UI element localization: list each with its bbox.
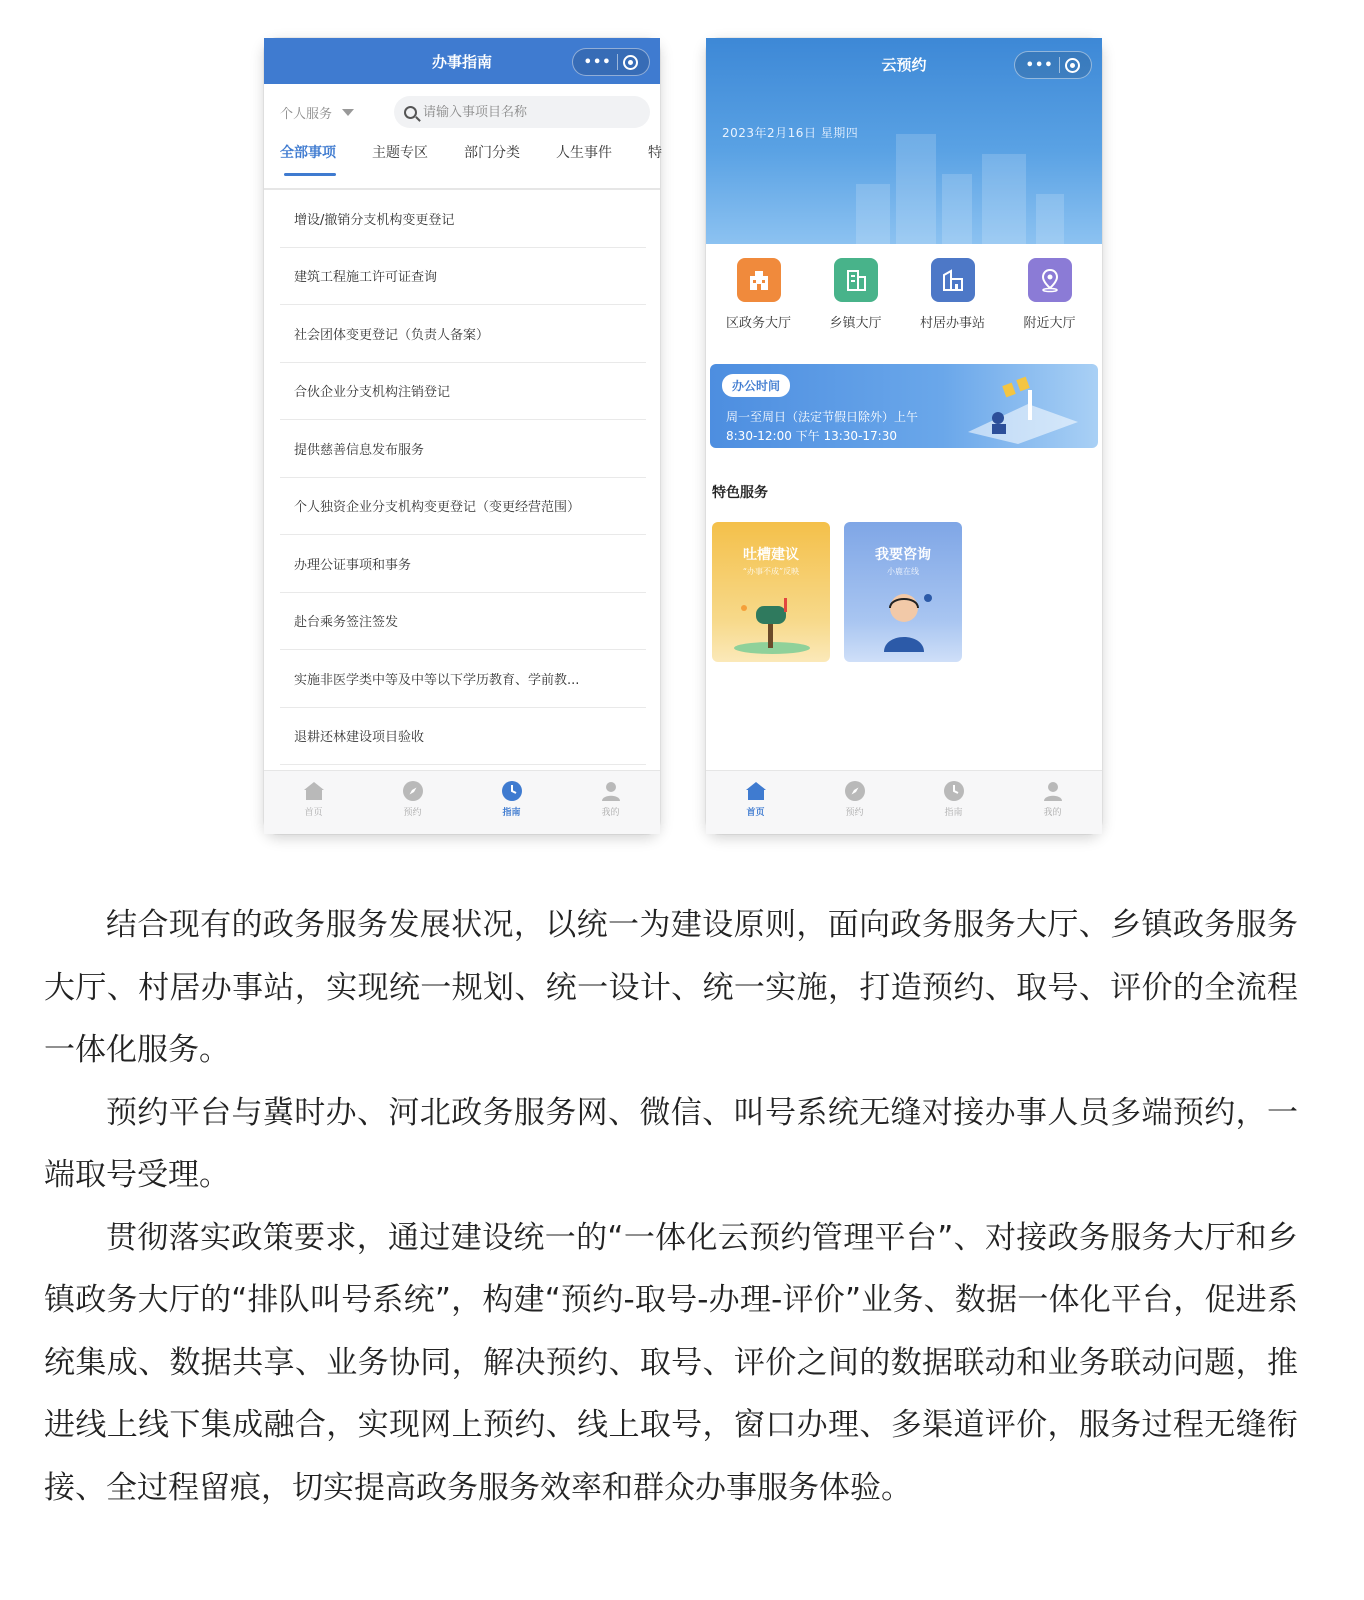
- list-item[interactable]: 建筑工程施工许可证查询: [280, 248, 646, 306]
- feature-cards: [712, 522, 1102, 662]
- tabbar-label: 我的: [601, 808, 620, 818]
- skyline-decoration: [982, 154, 1026, 244]
- search-icon: [404, 106, 417, 119]
- list-item[interactable]: 实施非医学类中等及中等以下学历教育、学前教...: [280, 650, 646, 708]
- hall-label: 附近大厅: [1023, 316, 1076, 331]
- list-item[interactable]: 办理公证事项和事务: [280, 535, 646, 593]
- article-paragraph: 贯彻落实政策要求，通过建设统一的“一体化云预约管理平台”、对接政务服务大厅和乡镇政务大厅的“排队叫号系统”，构建“预约-取号-办理-评价”业务、数据一体化平台，促进系统集成、数据共享、业务协同，解决预约、取号、评价之间的数据联动和业务联动问题，推进线上线下集成融合，实现网上预约、线上取号，窗口办理、多渠道评价，服务过程无缝衔接、全过程留痕，切实提高政务服务效率和群众办事服务体验。: [44, 1219, 1298, 1506]
- skyline-decoration: [856, 184, 890, 244]
- user-icon: [1041, 779, 1065, 803]
- customer-service-icon: [872, 584, 936, 654]
- card-title: 吐槽建议: [743, 547, 799, 563]
- tabbar-guide[interactable]: [482, 779, 542, 818]
- booking-phone-screen: [706, 38, 1102, 834]
- tabbar-label: 首页: [304, 808, 323, 818]
- office-hours-banner[interactable]: [710, 364, 1098, 448]
- tabbar-label: 预约: [403, 808, 422, 818]
- close-miniprogram-icon[interactable]: [623, 55, 638, 70]
- capsule-divider: [617, 54, 618, 70]
- booking-tabbar: [706, 770, 1102, 834]
- guide-tabbar: [264, 770, 660, 834]
- location-pin-icon: [1028, 258, 1072, 302]
- active-tab-indicator: [284, 173, 336, 176]
- office-hours-label: 办公时间: [722, 374, 790, 397]
- home-icon: [744, 779, 768, 803]
- current-date: 2023年2月16日 星期四: [722, 126, 859, 140]
- home-icon: [302, 779, 326, 803]
- tab-life-events[interactable]: 人生事件: [556, 145, 612, 161]
- search-input[interactable]: [423, 105, 623, 120]
- tab-all-items[interactable]: 全部事项: [280, 145, 336, 161]
- tabbar-label: 指南: [502, 808, 521, 818]
- card-title: 我要咨询: [875, 547, 931, 563]
- office-hours-line2: 8:30-12:00 下午 13:30-17:30: [726, 429, 897, 443]
- feedback-card[interactable]: [712, 522, 830, 662]
- mailbox-icon: [732, 592, 812, 654]
- compass-icon: [401, 779, 425, 803]
- more-icon[interactable]: •••: [583, 54, 612, 70]
- service-item-list: [264, 190, 660, 765]
- miniprogram-capsule: [572, 48, 650, 76]
- hall-nearby[interactable]: [1005, 258, 1095, 350]
- filter-row: [264, 84, 660, 134]
- booking-title: 云预约: [881, 56, 927, 74]
- feature-section-title: 特色服务: [712, 485, 768, 501]
- tabbar-home[interactable]: [726, 779, 786, 818]
- booking-hero: [706, 38, 1102, 244]
- card-subtitle: 小鹿在线: [887, 567, 919, 576]
- article-paragraph: 结合现有的政务服务发展状况，以统一为建设原则，面向政务服务大厅、乡镇政务服务大厅、村居办事站，实现统一规划、统一设计、统一实施，打造预约、取号、评价的全流程一体化服务。: [44, 907, 1298, 1068]
- tabbar-label: 我的: [1043, 808, 1062, 818]
- skyline-decoration: [1036, 194, 1064, 244]
- category-tabs: [264, 134, 660, 190]
- list-item[interactable]: 个人独资企业分支机构变更登记（变更经营范围）: [280, 478, 646, 536]
- caret-down-icon: [342, 109, 354, 116]
- tabbar-booking[interactable]: [825, 779, 885, 818]
- tabbar-mine[interactable]: [581, 779, 641, 818]
- hall-district[interactable]: [714, 258, 804, 350]
- hall-township[interactable]: [811, 258, 901, 350]
- guide-header: [264, 38, 660, 84]
- more-icon[interactable]: •••: [1025, 57, 1054, 73]
- list-item[interactable]: 退耕还林建设项目验收: [280, 708, 646, 766]
- hall-village[interactable]: [908, 258, 998, 350]
- tabbar-booking[interactable]: [383, 779, 443, 818]
- hall-label: 乡镇大厅: [829, 316, 882, 331]
- clock-icon: [500, 779, 524, 803]
- list-item[interactable]: 合伙企业分支机构注销登记: [280, 363, 646, 421]
- search-bar[interactable]: [394, 96, 650, 128]
- guide-title: 办事指南: [431, 52, 492, 71]
- hall-label: 村居办事站: [919, 316, 985, 331]
- office-building-icon: [834, 258, 878, 302]
- tab-special[interactable]: 特: [648, 145, 662, 161]
- card-subtitle: “办事不成”反映: [742, 567, 800, 576]
- service-type-value: 个人服务: [280, 107, 333, 122]
- tab-departments[interactable]: 部门分类: [464, 145, 520, 161]
- list-item[interactable]: 提供慈善信息发布服务: [280, 420, 646, 478]
- hall-shortcuts: [706, 244, 1102, 350]
- compass-icon: [843, 779, 867, 803]
- user-icon: [599, 779, 623, 803]
- guide-phone-screen: [264, 38, 660, 834]
- tabbar-home[interactable]: [284, 779, 344, 818]
- hall-label: 区政务大厅: [725, 316, 791, 331]
- tabbar-label: 指南: [944, 808, 963, 818]
- article-body: [44, 894, 1298, 1519]
- skyline-decoration: [942, 174, 972, 244]
- close-miniprogram-icon[interactable]: [1065, 58, 1080, 73]
- office-illustration-icon: [958, 374, 1088, 442]
- skyline-decoration: [896, 134, 936, 244]
- tabbar-guide[interactable]: [924, 779, 984, 818]
- clock-icon: [942, 779, 966, 803]
- tab-topics[interactable]: 主题专区: [372, 145, 428, 161]
- capsule-divider: [1059, 57, 1060, 73]
- miniprogram-capsule: [1014, 51, 1092, 79]
- tabbar-label: 预约: [845, 808, 864, 818]
- list-item[interactable]: 增设/撤销分支机构变更登记: [280, 190, 646, 248]
- service-type-select[interactable]: [280, 103, 354, 122]
- tabbar-label: 首页: [746, 808, 765, 818]
- consult-card[interactable]: [844, 522, 962, 662]
- government-building-icon: [737, 258, 781, 302]
- tabbar-mine[interactable]: [1023, 779, 1083, 818]
- house-icon: [931, 258, 975, 302]
- list-item[interactable]: 社会团体变更登记（负责人备案）: [280, 305, 646, 363]
- article-paragraph: 预约平台与冀时办、河北政务服务网、微信、叫号系统无缝对接办事人员多端预约，一端取号受理。: [44, 1094, 1298, 1193]
- office-hours-line1: 周一至周日（法定节假日除外）上午: [726, 410, 919, 424]
- list-item[interactable]: 赴台乘务签注签发: [280, 593, 646, 651]
